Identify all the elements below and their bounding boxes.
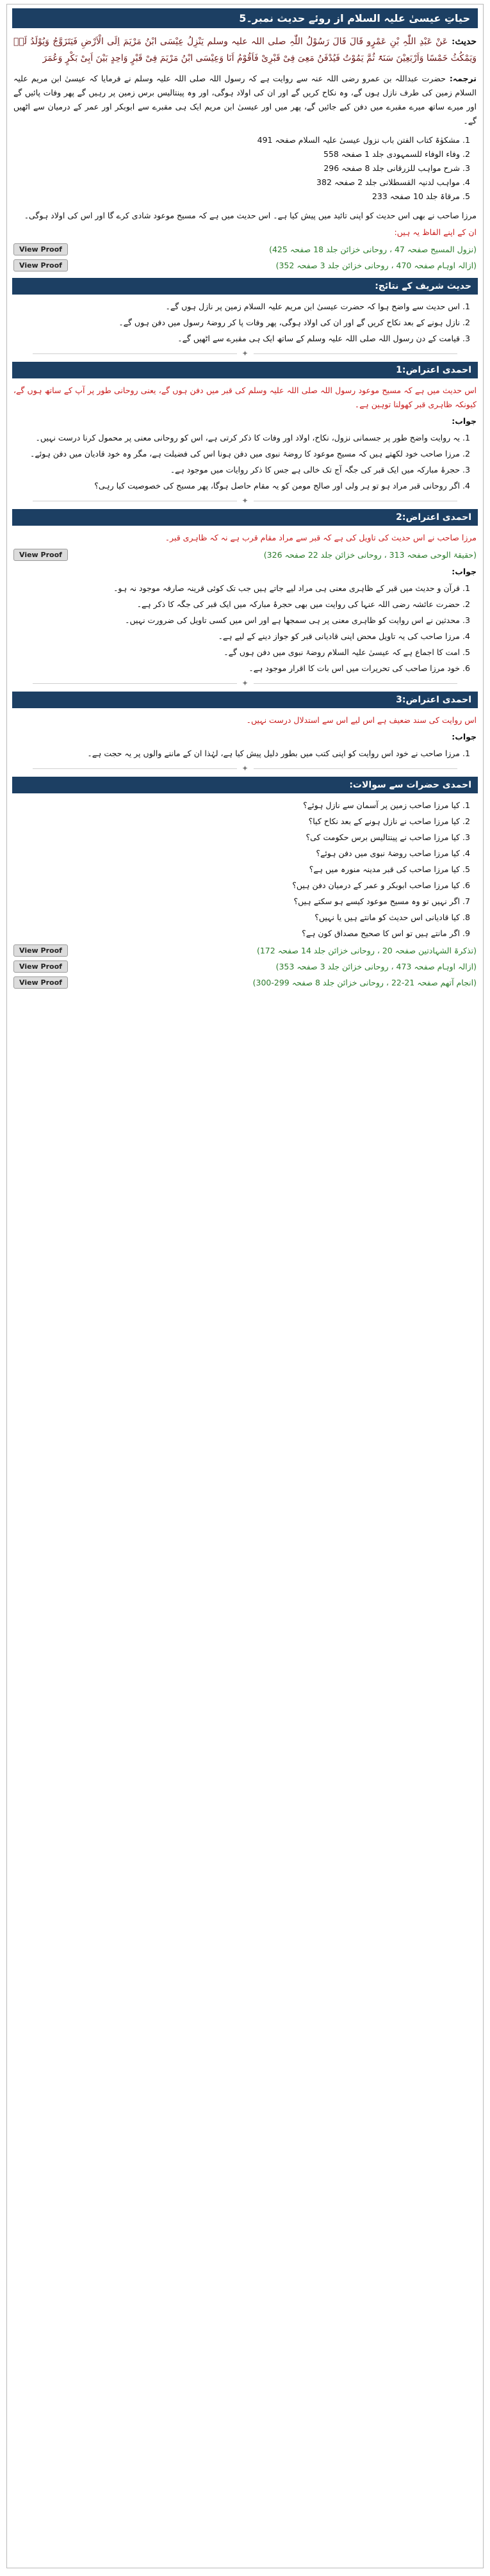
reference-row <box>13 976 477 989</box>
ornament-icon: ✦ <box>236 496 253 505</box>
answer-item: 5. امت کا اجماع ہے کہ عیسیٰ علیہ السلام روضۂ نبوی میں دفن ہوں گے۔ <box>13 645 460 660</box>
hadith-arabic-text: عَنْ عَبْدِ اللّٰہِ بْنِ عَمْرٍو قَالَ قَالَ رَسُوْلُ اللّٰہِ صلی اللہ علیہ وسلم یَنْزِلُ عِیْسَی ابْنُ مَرْیَمَ اِلَی الْاَرْضِ فَیَتَزَوَّجُ وَیُوْلَدُ لَہٗ وَیَمْکُثُ خَمْسًا وَاَرْبَعِیْنَ سَنَۃً ثُمَّ یَمُوْتُ فَیُدْفَنُ مَعِیَ فِیْ قَبْرِیْ فَاَقُوْمُ اَنَا وَعِیْسَی ابْنُ مَرْیَمَ فِیْ قَبْرٍ وَاحِدٍ بَیْنَ اَبِیْ بَکْرٍ وَعُمَرَ <box>13 36 477 63</box>
question-item: 4. کیا مرزا صاحب روضۂ نبوی میں دفن ہوئے؟ <box>13 847 460 861</box>
reference-link: (تذکرۃ الشہادتین صفحہ 20 ، روحانی خزائن جلد 14 صفحہ 172) <box>256 946 477 955</box>
reference-row <box>13 243 477 255</box>
answer-item: 1. یہ روایت واضح طور پر جسمانی نزول، نکاح، اولاد اور وفات کا ذکر کرتی ہے، اس کو روحانی معنی پر محمول کرنا درست نہیں۔ <box>13 431 460 445</box>
reference-item: 4. مواہب لدنیہ القسطلانی جلد 2 صفحہ 382 <box>13 175 460 190</box>
reference-item: 5. مرقاۃ جلد 10 صفحہ 233 <box>13 190 460 204</box>
view-proof-button[interactable]: View Proof <box>13 243 68 255</box>
answer-label: جواب: <box>452 567 477 576</box>
reference-item: 2. وفاء الوفاء للسمہودی جلد 1 صفحہ 558 <box>13 147 460 161</box>
answer-item: 4. اگر روحانی قبر مراد ہو تو ہر ولی اور صالح مومن کو یہ مقام حاصل ہوگا، پھر مسیح کی خصوصیت کیا رہی؟ <box>13 479 460 493</box>
reference-link: (ازالہ اوہام صفحہ 470 ، روحانی خزائن جلد 3 صفحہ 352) <box>275 261 477 270</box>
ornament-icon: ✦ <box>236 349 253 358</box>
answer-label: جواب: <box>452 416 477 426</box>
references-block <box>13 133 477 204</box>
translation-text: حضرت عبداللہ بن عمرو رضی اللہ عنہ سے روایت ہے کہ رسول اللہ صلی اللہ علیہ وسلم نے فرمایا کہ عیسیٰ ابن مریم علیہ السلام زمین کی طرف نازل ہوں گے، وہ نکاح کریں گے اور ان کی اولاد ہوگی، اور وہ پینتالیس برس زمین پر رہیں گے پھر وفات پائیں گے اور میرے ساتھ میرے مقبرے میں دفن کیے جائیں گے، پھر میں اور عیسیٰ ابن مریم ایک ہی مقبرے سے ابوبکر اور عمر کے درمیان سے اٹھیں گے۔ <box>13 74 477 126</box>
answer-item: 3. محدثین نے اس روایت کو ظاہری معنی پر ہی سمجھا ہے اور اس میں کسی تاویل کی ضرورت نہیں۔ <box>13 613 460 628</box>
translation-label: ترجمہ: <box>449 74 477 83</box>
view-proof-button[interactable]: View Proof <box>13 944 68 957</box>
question-item: 1. کیا مرزا صاحب زمین پر آسمان سے نازل ہوئے؟ <box>13 798 460 813</box>
view-proof-button[interactable]: View Proof <box>13 976 68 989</box>
question-item: 6. کیا مرزا صاحب ابوبکر و عمر کے درمیان دفن ہیں؟ <box>13 879 460 893</box>
conclusion-list <box>13 300 460 346</box>
reference-row <box>13 944 477 957</box>
question-item: 3. کیا مرزا صاحب نے پینتالیس برس حکومت کی؟ <box>13 830 460 845</box>
view-proof-button[interactable]: View Proof <box>13 259 68 271</box>
answer-item: 1. مرزا صاحب نے خود اس روایت کو اپنی کتب میں بطور دلیل پیش کیا ہے، لہٰذا ان کے ماننے والوں پر یہ حجت ہے۔ <box>13 747 460 761</box>
reference-item: 3. شرح مواہب للزرقانی جلد 8 صفحہ 296 <box>13 161 460 175</box>
answer-item: 4. مرزا صاحب کی یہ تاویل محض اپنی قادیانی قبر کو جواز دینے کے لیے ہے۔ <box>13 629 460 644</box>
answer-list <box>13 747 460 761</box>
question-item: 9. اگر مانتے ہیں تو اس کا صحیح مصداق کون ہے؟ <box>13 927 460 941</box>
objection-text: اس روایت کی سند ضعیف ہے اس لیے اس سے استدلال درست نہیں۔ <box>246 715 477 725</box>
section-heading-objection-1: احمدی اعتراض:1 <box>12 362 478 378</box>
mirza-quote-block <box>13 209 477 271</box>
answer-item: 2. مرزا صاحب خود لکھتے ہیں کہ مسیح موعود کا روضۂ نبوی میں دفن ہونا اس کی فضیلت ہے، مگر وہ خود قادیان میں دفن ہوئے۔ <box>13 447 460 461</box>
question-item: 8. کیا قادیانی اس حدیث کو مانتے ہیں یا نہیں؟ <box>13 911 460 925</box>
section-heading-conclusions: حدیث شریف کے نتائج: <box>12 278 478 295</box>
conclusion-item: 1. اس حدیث سے واضح ہوا کہ حضرت عیسیٰ ابن مریم علیہ السلام زمین پر نازل ہوں گے۔ <box>13 300 460 314</box>
question-item: 2. کیا مرزا صاحب نے نازل ہونے کے بعد نکاح کیا؟ <box>13 814 460 829</box>
conclusion-item: 2. نازل ہونے کے بعد نکاح کریں گے اور ان کی اولاد ہوگی، پھر وفات پا کر روضۂ رسول میں دفن ہوں گے۔ <box>13 316 460 330</box>
question-item: 5. کیا مرزا صاحب کی قبر مدینہ منورہ میں ہے؟ <box>13 863 460 877</box>
section-heading-objection-3: احمدی اعتراض:3 <box>12 692 478 708</box>
ornament-icon: ✦ <box>236 679 253 688</box>
view-proof-button[interactable]: View Proof <box>13 549 68 561</box>
ornament-divider <box>33 679 457 688</box>
translation-block <box>13 72 477 128</box>
ornament-icon: ✦ <box>236 764 253 773</box>
question-list <box>13 798 460 941</box>
answer-item: 3. حجرۂ مبارکہ میں ایک قبر کی جگہ آج تک خالی ہے جس کا ذکر روایات میں موجود ہے۔ <box>13 463 460 477</box>
answer-item: 2. حضرت عائشہ رضی اللہ عنہا کی روایت میں بھی حجرۂ مبارکہ میں ایک قبر کی جگہ کا ذکر ہے۔ <box>13 597 460 612</box>
reference-link: (انجام آتھم صفحہ 21-22 ، روحانی خزائن جلد 8 صفحہ 299-300) <box>252 978 477 987</box>
objection-text: اس حدیث میں ہے کہ مسیح موعود رسول اللہ صلی اللہ علیہ وسلم کی قبر میں دفن ہوں گے، یعنی روحانی طور پر آپ کے ساتھ ہوں گے، کیونکہ ظاہری قبر کھولنا توہین ہے۔ <box>13 385 477 409</box>
reference-link: (نزول المسیح صفحہ 47 ، روحانی خزائن جلد 18 صفحہ 425) <box>269 245 477 254</box>
section-heading-questions: احمدی حضرات سے سوالات: <box>12 777 478 793</box>
view-proof-button[interactable]: View Proof <box>13 960 68 973</box>
reference-row <box>13 259 477 271</box>
section-heading-objection-2: احمدی اعتراض:2 <box>12 509 478 526</box>
mirza-highlight: ان کے اپنے الفاظ یہ ہیں: <box>394 227 477 237</box>
question-item: 7. اگر نہیں تو وہ مسیح موعود کیسے ہو سکتے ہیں؟ <box>13 895 460 909</box>
hadith-page <box>6 4 484 2568</box>
reference-link: (ازالہ اوہام صفحہ 473 ، روحانی خزائن جلد 3 صفحہ 353) <box>275 962 477 971</box>
answer-list <box>13 581 460 676</box>
answer-item: 6. خود مرزا صاحب کی تحریرات میں اس بات کا اقرار موجود ہے۔ <box>13 661 460 676</box>
reference-row <box>13 549 477 561</box>
ornament-divider <box>33 349 457 358</box>
page-title: حیاتِ عیسیٰ علیہ السلام از روئے حدیث نمبر۔5 <box>12 8 478 28</box>
hadith-block <box>13 33 477 67</box>
hadith-label: حدیث: <box>452 36 477 47</box>
conclusion-item: 3. قیامت کے دن رسول اللہ صلی اللہ علیہ وسلم کے ساتھ ایک ہی مقبرے سے اٹھیں گے۔ <box>13 332 460 346</box>
reference-row <box>13 960 477 973</box>
ornament-divider <box>33 764 457 773</box>
answer-item: 1. قرآن و حدیث میں قبر کے ظاہری معنی ہی مراد لیے جاتے ہیں جب تک کوئی قرینہ صارفہ موجود نہ ہو۔ <box>13 581 460 595</box>
reference-link: (حقیقۃ الوحی صفحہ 313 ، روحانی خزائن جلد 22 صفحہ 326) <box>263 550 477 560</box>
reference-list <box>13 133 460 204</box>
answer-label: جواب: <box>452 732 477 741</box>
reference-item: 1. مشکوٰۃ کتاب الفتن باب نزول عیسیٰ علیہ السلام صفحہ 491 <box>13 133 460 147</box>
mirza-quote: مرزا صاحب نے بھی اس حدیث کو اپنی تائید میں پیش کیا ہے۔ اس حدیث میں ہے کہ مسیح موعود شادی کرے گا اور اس کی اولاد ہوگی۔ <box>24 211 477 220</box>
objection-text: مرزا صاحب نے اس حدیث کی تاویل کی ہے کہ قبر سے مراد مقام قرب ہے نہ کہ ظاہری قبر۔ <box>165 533 477 542</box>
answer-list <box>13 431 460 493</box>
